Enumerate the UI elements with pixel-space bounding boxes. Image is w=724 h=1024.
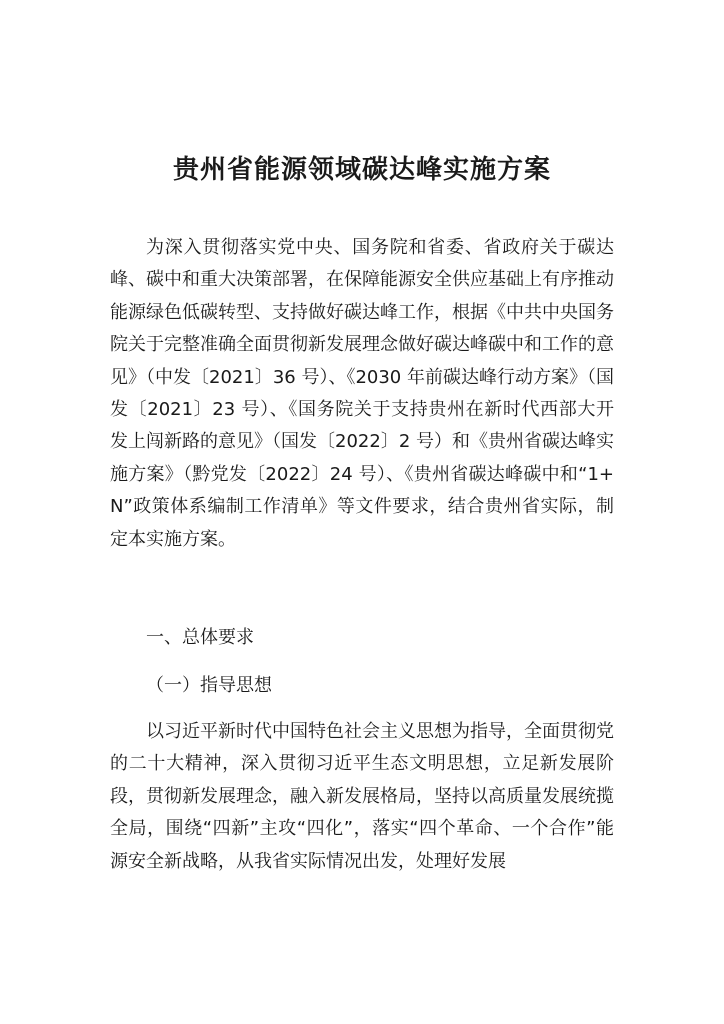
section-1-1-paragraph: 以习近平新时代中国特色社会主义思想为指导，全面贯彻党的二十大精神，深入贯彻习近平生态文明思想，立足新发展阶段，贯彻新发展理念，融入新发展格局，坚持以高质量发展统揽全局，围绕“四新”主攻“四化”，落实“四个革命、一个合作”能源安全新战略，从我省实际情况出发，处理好发展 bbox=[110, 721, 614, 872]
intro-block bbox=[110, 232, 614, 556]
section-1-heading: 一、总体要求 bbox=[146, 627, 254, 648]
section-1-block bbox=[110, 622, 614, 654]
section-1-1-text-block bbox=[110, 716, 614, 878]
section-1-1-block bbox=[110, 670, 614, 702]
document-title: 贵州省能源领域碳达峰实施方案 bbox=[172, 155, 551, 185]
section-1-1-heading: （一）指导思想 bbox=[146, 675, 272, 696]
intro-paragraph: 为深入贯彻落实党中央、国务院和省委、省政府关于碳达峰、碳中和重大决策部署，在保障能源安全供应基础上有序推动能源绿色低碳转型、支持做好碳达峰工作，根据《中共中央国务院关于完整准确全面贯彻新发展理念做好碳达峰碳中和工作的意见》（中发〔2021〕36 号）、《2030 年前碳达峰行动方案》（国发〔2021〕23 号）、《国务院关于支持贵州在新时代西部大开发上闯新路的意见》（国发〔2022〕2 号）和《贵州省碳达峰实施方案》（黔党发〔2022〕24 号）、《贵州省碳达峰碳中和“1+N”政策体系编制工作清单》等文件要求，结合贵州省实际，制定本实施方案。 bbox=[110, 237, 614, 550]
